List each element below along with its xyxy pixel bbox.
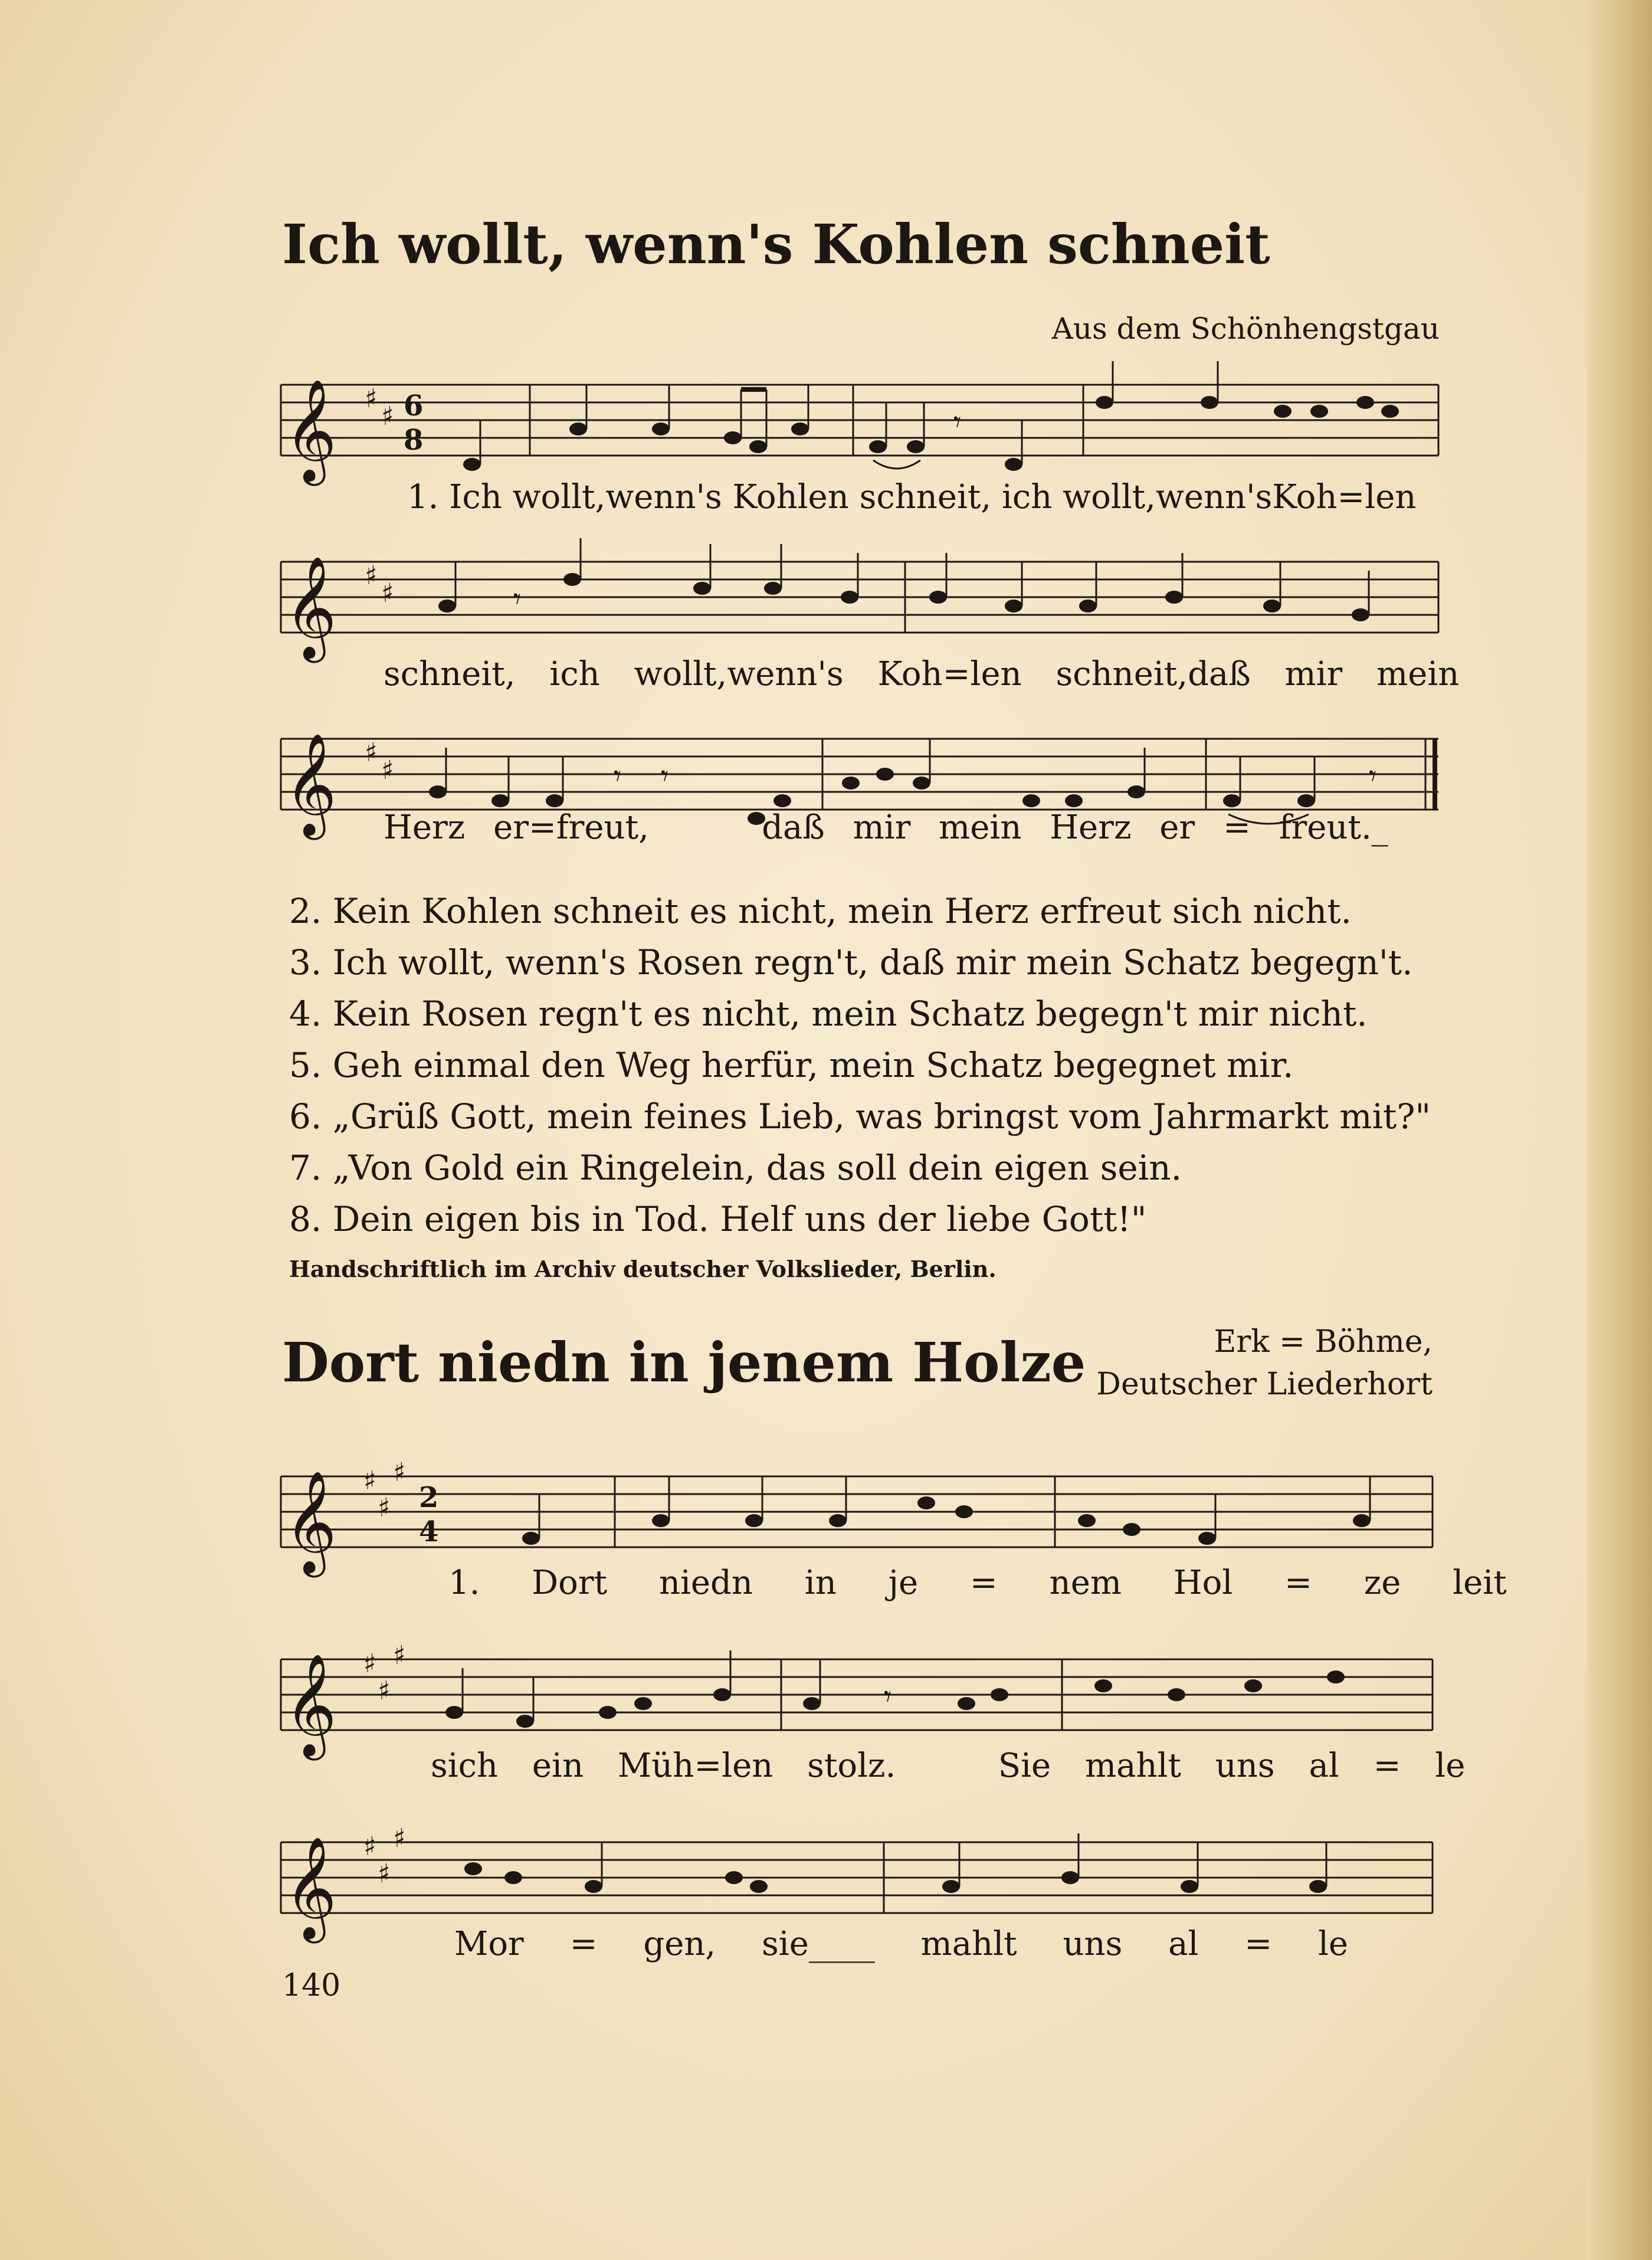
song1-lyrics-line-2: schneit, ich wollt,wenn's Koh=len schneit,daß mir mein [384,655,1460,693]
song2-lyrics-line-3: Mor = gen, sie____ mahlt uns al = le [454,1925,1349,1963]
svg-text:𝄞: 𝄞 [284,733,337,836]
svg-text:♯: ♯ [381,755,394,785]
svg-text:♯: ♯ [365,384,378,414]
song2-staff-2 [277,1636,1446,1754]
svg-text:𝄞: 𝄞 [284,1653,337,1756]
svg-text:♯: ♯ [378,1859,391,1889]
svg-text:♯: ♯ [363,1466,376,1496]
svg-text:♯: ♯ [381,401,394,431]
song1-verse-4: 4. Kein Rosen regn't es nicht, mein Schatz begegn't mir nicht. [289,994,1368,1034]
song1-verse-3: 3. Ich wollt, wenn's Rosen regn't, daß mir mein Schatz begegn't. [289,942,1413,982]
song2-credit-line-2: Deutscher Liederhort [1096,1367,1433,1402]
time-sig-bottom: 8 [404,424,424,457]
svg-text:♯: ♯ [365,738,378,768]
song1-lyrics-line-3: Herz er=freut, daß mir mein Herz er = freut._ [384,808,1388,847]
song1-title: Ich wollt, wenn's Kohlen schneit [282,212,1270,276]
svg-text:𝄾: 𝄾 [614,759,622,793]
song2-credit-line-1: Erk = Böhme, [1214,1324,1433,1360]
song1-source: Aus dem Schönhengstgau [1051,312,1440,346]
song2-lyrics-line-2: sich ein Müh=len stolz. Sie mahlt uns al = le [431,1747,1466,1785]
song2-credit [1096,1321,1433,1406]
svg-text:𝄾: 𝄾 [661,759,669,793]
svg-text:𝄾: 𝄾 [953,405,962,439]
page-number: 140 [282,1968,341,2003]
svg-text:♯: ♯ [378,1676,391,1706]
song1-verse-6: 6. „Grüß Gott, mein feines Lieb, was bringst vom Jahrmarkt mit?" [289,1096,1431,1136]
song1-archive-note: Handschriftlich im Archiv deutscher Volkslieder, Berlin. [289,1256,997,1282]
svg-text:♯: ♯ [393,1823,406,1853]
song1-verse-5: 5. Geh einmal den Weg herfür, mein Schatz begegnet mir. [289,1045,1294,1085]
song1-verse-7: 7. „Von Gold ein Ringelein, das soll dein eigen sein. [289,1148,1182,1188]
book-spine-shadow [1587,0,1652,2260]
svg-text:𝄞: 𝄞 [284,556,337,659]
time-sig-top: 6 [404,389,424,422]
song2-staff-1 [277,1453,1446,1571]
svg-text:♯: ♯ [363,1832,376,1862]
song1-staff-1 [277,361,1446,482]
song1-verse-2: 2. Kein Kohlen schneit es nicht, mein Herz erfreut sich nicht. [289,891,1352,931]
song2-lyrics-line-1: 1. Dort niedn in je = nem Hol = ze leit [448,1564,1507,1602]
time-sig-bottom: 4 [419,1515,439,1548]
svg-text:♯: ♯ [378,1493,391,1523]
song2-staff-3 [277,1819,1446,1937]
svg-text:♯: ♯ [363,1649,376,1679]
svg-text:♯: ♯ [381,578,394,608]
song1-lyrics-line-1: 1. Ich wollt,wenn's Kohlen schneit, ich wollt,wenn'sKoh=len [407,478,1417,516]
svg-text:𝄾: 𝄾 [884,1679,892,1714]
svg-text:♯: ♯ [393,1457,406,1488]
svg-text:𝄞: 𝄞 [284,1836,337,1939]
time-sig-top: 2 [419,1481,439,1514]
svg-text:𝄾: 𝄾 [513,582,522,616]
svg-text:𝄾: 𝄾 [1369,759,1377,793]
svg-text:♯: ♯ [393,1640,406,1671]
svg-text:𝄞: 𝄞 [284,379,337,482]
svg-text:𝄞: 𝄞 [284,1470,337,1573]
svg-text:♯: ♯ [365,561,378,591]
song1-staff-2 [277,538,1446,659]
song1-verse-8: 8. Dein eigen bis in Tod. Helf uns der liebe Gott!" [289,1199,1147,1239]
song2-title: Dort niedn in jenem Holze [282,1331,1086,1394]
